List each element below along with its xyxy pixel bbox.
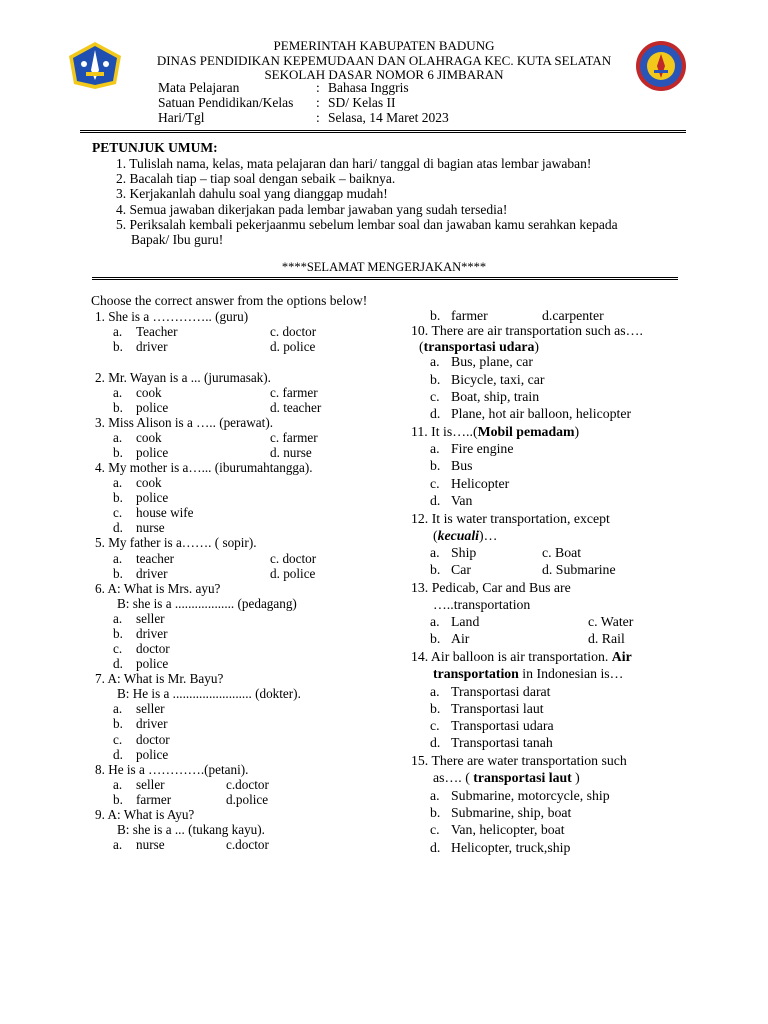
option-text: driver	[136, 566, 168, 581]
option-text: c. Water	[588, 614, 634, 629]
instructions-title: PETUNJUK UMUM:	[92, 140, 218, 155]
option-text: Teacher	[136, 324, 178, 339]
option-text: d. Submarine	[542, 562, 616, 577]
option-text: Bicycle, taxi, car	[451, 372, 545, 387]
option-letter: c.	[430, 718, 440, 733]
question-6-line-2: B: she is a .................. (pedagang)	[117, 596, 297, 611]
question-12: 12. It is water transportation, except	[411, 511, 610, 526]
option-text: d.police	[226, 792, 269, 807]
option-letter: b.	[430, 458, 441, 473]
option-text: Air	[451, 631, 470, 646]
option-letter: a.	[113, 385, 123, 400]
option-letter: a.	[430, 354, 440, 369]
option-text: teacher	[136, 551, 175, 566]
option-text: police	[136, 400, 169, 415]
option-letter: a.	[113, 324, 123, 339]
instruction-item: 4. Semua jawaban dikerjakan pada lembar jawaban yang sudah tersedia!	[116, 202, 508, 217]
header-government: PEMERINTAH KABUPATEN BADUNG	[273, 38, 495, 53]
option-letter: b.	[113, 716, 123, 731]
section-intro: Choose the correct answer from the options below!	[91, 293, 368, 308]
option-letter: c.	[113, 732, 123, 747]
question-13-line-2: …..transportation	[433, 597, 531, 612]
header-department: DINAS PENDIDIKAN KEPEMUDAAN DAN OLAHRAGA KEC. KUTA SELATAN	[156, 53, 612, 68]
question-7-line-2: B: He is a ........................ (dokter).	[117, 686, 301, 701]
option-text: driver	[136, 716, 168, 731]
option-text: c. farmer	[270, 385, 318, 400]
option-text: farmer	[451, 308, 488, 323]
option-letter: c.	[430, 822, 440, 837]
question-10-line-2: (transportasi udara)	[419, 339, 539, 354]
option-text: c. doctor	[270, 324, 317, 339]
option-text: police	[136, 445, 169, 460]
option-text: seller	[136, 611, 165, 626]
option-letter: a.	[430, 545, 440, 560]
instruction-item-continued: Bapak/ Ibu guru!	[131, 232, 224, 247]
option-text: Plane, hot air balloon, helicopter	[451, 406, 632, 421]
option-text: nurse	[136, 520, 165, 535]
option-text: Submarine, motorcycle, ship	[451, 788, 610, 803]
option-text: Ship	[451, 545, 477, 560]
question-14-line-2: transportation in Indonesian is…	[433, 666, 624, 681]
option-letter: b.	[113, 400, 123, 415]
instruction-item: 2. Bacalah tiap – tiap soal dengan sebaik – baiknya.	[116, 171, 396, 186]
option-letter: b.	[113, 490, 123, 505]
greeting-divider-top	[92, 277, 678, 278]
option-text: farmer	[136, 792, 172, 807]
option-text: c.doctor	[226, 777, 269, 792]
info-subject-sep: :	[316, 80, 320, 95]
question-4: 4. My mother is a…... (iburumahtangga).	[95, 460, 313, 475]
option-letter: c.	[113, 641, 123, 656]
option-text: doctor	[136, 641, 170, 656]
option-text: cook	[136, 475, 162, 490]
option-text: seller	[136, 777, 165, 792]
option-text: Transportasi tanah	[451, 735, 553, 750]
info-class-value: SD/ Kelas II	[328, 95, 396, 110]
option-letter: d.	[430, 493, 441, 508]
option-text: nurse	[136, 837, 165, 852]
question-12-line-2: (kecuali)…	[433, 528, 498, 543]
info-subject-value: Bahasa Inggris	[328, 80, 409, 95]
question-14: 14. Air balloon is air transportation. Air	[411, 649, 632, 664]
instruction-item: 3. Kerjakanlah dahulu soal yang dianggap mudah!	[116, 186, 388, 201]
option-text: police	[136, 656, 169, 671]
option-letter: d.	[113, 520, 123, 535]
option-text: Van	[451, 493, 473, 508]
header-divider-bottom	[80, 132, 686, 133]
option-text: Car	[451, 562, 471, 577]
option-text: police	[136, 747, 169, 762]
question-9: 9. A: What is Ayu?	[95, 807, 195, 822]
option-text: d.carpenter	[542, 308, 604, 323]
option-text: d. Rail	[588, 631, 625, 646]
option-letter: c.	[430, 476, 440, 491]
instruction-item: 5. Periksalah kembali pekerjaanmu sebelum lembar soal dan jawaban kamu serahkan kepada	[116, 217, 618, 232]
option-letter: a.	[430, 441, 440, 456]
option-text: doctor	[136, 732, 170, 747]
greeting: ****SELAMAT MENGERJAKAN****	[281, 260, 487, 274]
question-15: 15. There are water transportation such	[411, 753, 627, 768]
option-text: c. Boat	[542, 545, 582, 560]
option-letter: c.	[430, 389, 440, 404]
option-letter: a.	[430, 788, 440, 803]
option-text: driver	[136, 626, 168, 641]
info-date-label: Hari/Tgl	[158, 110, 205, 125]
option-letter: a.	[113, 551, 123, 566]
option-letter: a.	[113, 701, 123, 716]
question-15-line-2: as…. ( transportasi laut )	[433, 770, 580, 785]
option-letter: b.	[430, 562, 441, 577]
option-letter: a.	[430, 684, 440, 699]
option-text: cook	[136, 430, 162, 445]
question-11: 11. It is…..(Mobil pemadam)	[411, 424, 580, 439]
option-letter: b.	[113, 566, 123, 581]
option-text: d. nurse	[270, 445, 312, 460]
question-5: 5. My father is a……. ( sopir).	[95, 535, 257, 550]
option-text: driver	[136, 339, 168, 354]
header-divider-top	[80, 130, 686, 131]
option-text: Bus, plane, car	[451, 354, 533, 369]
option-letter: a.	[113, 430, 123, 445]
option-letter: d.	[430, 840, 441, 855]
option-letter: a.	[113, 837, 123, 852]
option-letter: b.	[113, 339, 123, 354]
option-letter: b.	[430, 631, 441, 646]
info-subject-label: Mata Pelajaran	[158, 80, 240, 95]
option-letter: b.	[113, 626, 123, 641]
option-letter: d.	[430, 406, 441, 421]
question-8: 8. He is a ………….(petani).	[95, 762, 249, 777]
option-letter: a.	[430, 614, 440, 629]
info-class-sep: :	[316, 95, 320, 110]
option-letter: b.	[113, 792, 123, 807]
option-text: Boat, ship, train	[451, 389, 540, 404]
option-text: Helicopter	[451, 476, 510, 491]
question-1: 1. She is a ………….. (guru)	[95, 309, 249, 324]
question-13: 13. Pedicab, Car and Bus are	[411, 580, 571, 595]
option-text: d. police	[270, 566, 316, 581]
option-text: Transportasi darat	[451, 684, 551, 699]
option-text: Fire engine	[451, 441, 514, 456]
option-letter: a.	[113, 611, 123, 626]
option-text: Van, helicopter, boat	[451, 822, 565, 837]
instruction-item: 1. Tulislah nama, kelas, mata pelajaran dan hari/ tanggal di bagian atas lembar jawaban!	[116, 156, 592, 171]
option-text: c. doctor	[270, 551, 317, 566]
option-letter: b.	[113, 445, 123, 460]
option-text: Land	[451, 614, 480, 629]
option-letter: d.	[113, 747, 123, 762]
option-letter: c.	[113, 505, 123, 520]
option-text: d. police	[270, 339, 316, 354]
question-3: 3. Miss Alison is a ….. (perawat).	[95, 415, 274, 430]
option-text: c. farmer	[270, 430, 318, 445]
option-letter: d.	[113, 656, 123, 671]
info-date-value: Selasa, 14 Maret 2023	[328, 110, 449, 125]
option-text: seller	[136, 701, 165, 716]
option-letter: b.	[430, 805, 441, 820]
question-9-line-2: B: she is a ... (tukang kayu).	[117, 822, 265, 837]
option-text: Helicopter, truck,ship	[451, 840, 571, 855]
question-6: 6. A: What is Mrs. ayu?	[95, 581, 221, 596]
option-text: c.doctor	[226, 837, 269, 852]
option-text: Transportasi udara	[451, 718, 554, 733]
info-class-label: Satuan Pendidikan/Kelas	[158, 95, 294, 110]
option-text: d. teacher	[270, 400, 322, 415]
option-text: house wife	[136, 505, 194, 520]
option-text: police	[136, 490, 169, 505]
option-text: Submarine, ship, boat	[451, 805, 572, 820]
greeting-divider-bottom	[92, 279, 678, 280]
option-letter: b.	[430, 308, 441, 323]
option-letter: b.	[430, 701, 441, 716]
option-text: Bus	[451, 458, 473, 473]
question-7: 7. A: What is Mr. Bayu?	[95, 671, 224, 686]
option-letter: d.	[430, 735, 441, 750]
option-letter: b.	[430, 372, 441, 387]
option-letter: a.	[113, 475, 123, 490]
info-date-sep: :	[316, 110, 320, 125]
option-text: cook	[136, 385, 162, 400]
option-text: Transportasi laut	[451, 701, 544, 716]
question-2: 2. Mr. Wayan is a ... (jurumasak).	[95, 370, 271, 385]
header-school: SEKOLAH DASAR NOMOR 6 JIMBARAN	[264, 67, 504, 82]
question-10: 10. There are air transportation such as….	[411, 323, 643, 338]
option-letter: a.	[113, 777, 123, 792]
